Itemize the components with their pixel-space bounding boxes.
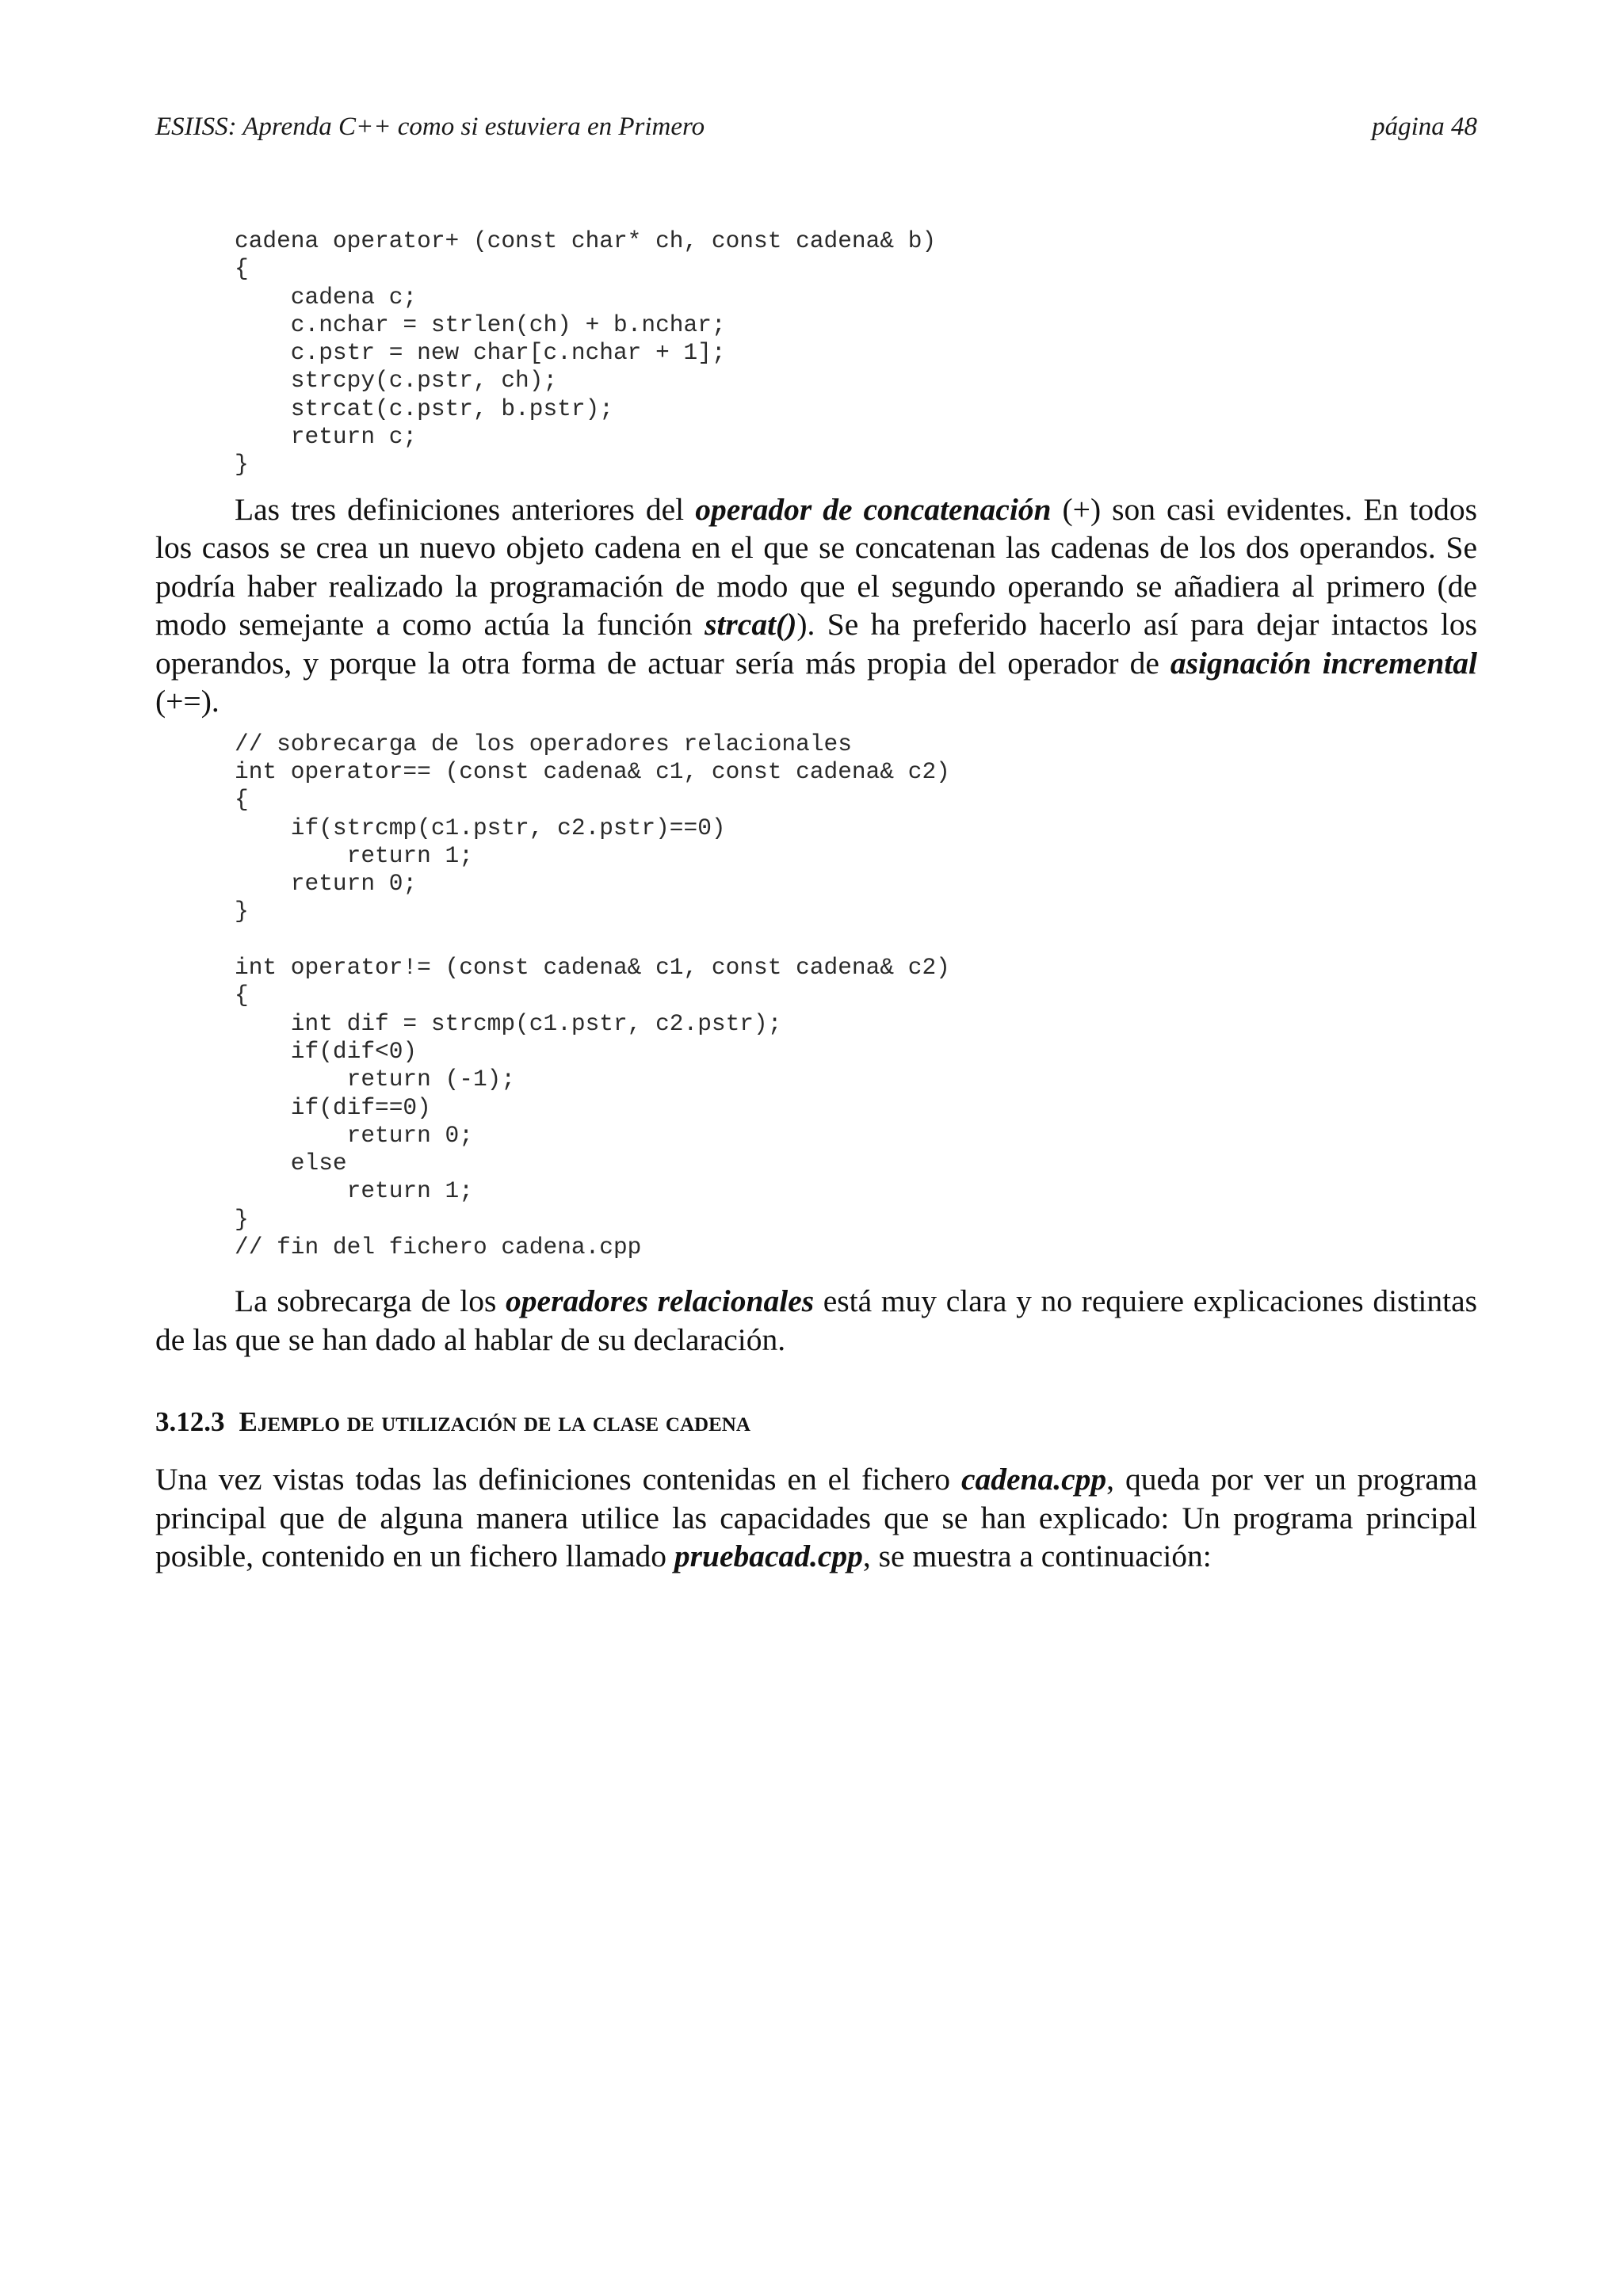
emphasis-term: asignación incremental (1170, 645, 1477, 681)
text-run: (+) son casi evidentes. En todos los casos se crea un nuevo objeto cadena en el que se concatenan las cadenas de los dos operandos. Se podría haber realizado la programación de modo que el segundo operando se añadiera al primero (de modo semejante a como actúa la función (155, 491, 1477, 643)
text-run: Una vez vistas todas las definiciones contenidas en el fichero (155, 1462, 961, 1497)
paragraph-relational (155, 1282, 1477, 1359)
emphasis-term: cadena.cpp (960, 1462, 1107, 1497)
header-title: ESIISS: Aprenda C++ como si estuviera en Primero (155, 113, 705, 141)
emphasis-term: strcat() (705, 607, 797, 643)
text-run: ). Se ha preferido hacerlo así para dejar intactos los operandos, y porque la otra forma de actuar sería más propia del operador de (155, 607, 1477, 681)
emphasis-term: operador de concatenación (695, 491, 1052, 527)
paragraph-example-intro (155, 1460, 1477, 1576)
page-content (155, 227, 1477, 1576)
page-number: página 48 (1372, 113, 1477, 141)
text-run: (+=). (155, 684, 220, 719)
paragraph-concatenation (155, 490, 1477, 721)
text-run: La sobrecarga de los (235, 1283, 506, 1319)
section-number: 3.12.3 (155, 1406, 225, 1438)
emphasis-term: pruebacad.cpp (674, 1539, 863, 1574)
page-header (155, 111, 1477, 143)
text-run: Las tres definiciones anteriores del (235, 491, 696, 527)
text-run: , se muestra a continuación: (862, 1539, 1212, 1574)
section-title: Ejemplo de utilización de la clase cadena (239, 1406, 750, 1438)
code-block-relational-operators: // sobrecarga de los operadores relacionales int operator== (const cadena& c1, const cadena& c2) { if(strcmp(c1.pstr, c2.pstr)==0) return 1; return 0; } int operator!= (const cadena& c1, const cadena& c2) { int dif = strcmp(c1.pstr, c2.pstr); if(dif<0) return (-1); if(dif==0) return 0; else return 1; } // fin del fichero cadena.cpp (235, 730, 950, 1261)
emphasis-term: operadores relacionales (506, 1283, 815, 1319)
section-heading (155, 1405, 1477, 1440)
text-run: , queda por ver un programa principal que de alguna manera utilice las capacidades que se han explicado: Un programa principal posible, contenido en un fichero llamado (155, 1462, 1478, 1574)
text-run: está muy clara y no requiere explicaciones distintas de las que se han dado al hablar de su declaración. (155, 1283, 1477, 1357)
code-block-operator-plus: cadena operator+ (const char* ch, const cadena& b) { cadena c; c.nchar = strlen(ch) + b.nchar; c.pstr = new char[c.nchar + 1]; strcpy(c.pstr, ch); strcat(c.pstr, b.pstr); return c; } (235, 227, 937, 479)
